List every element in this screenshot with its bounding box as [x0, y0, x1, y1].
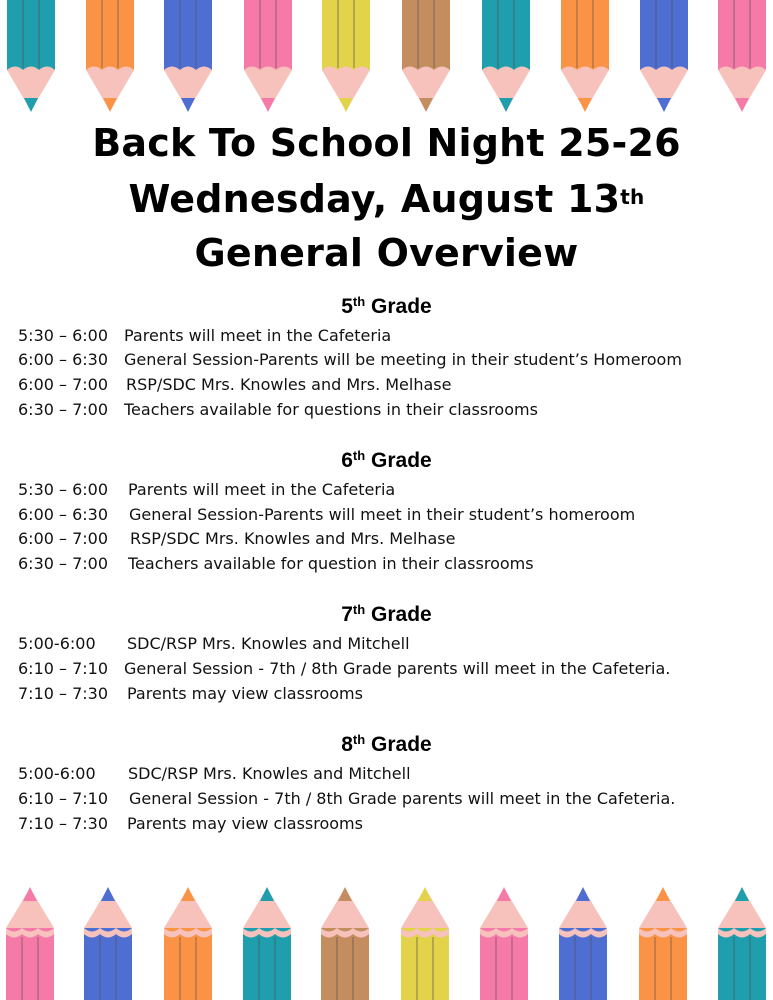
- pencil-icon: [84, 887, 132, 1000]
- schedule-row: [18, 348, 773, 372]
- schedule-description: RSP/SDC Mrs. Knowles and Mrs. Melhase: [126, 375, 452, 394]
- grade-heading-6: [0, 450, 773, 471]
- schedule-description: General Session - 7th / 8th Grade parents will meet in the Cafeteria.: [124, 659, 671, 678]
- schedule-row: [18, 324, 773, 348]
- pencil-icon: [718, 887, 766, 1000]
- pencil-icon: [640, 0, 688, 112]
- schedule-row: [18, 527, 773, 551]
- grade-number: 6: [341, 449, 353, 472]
- event-date-text: Wednesday, August 13: [128, 177, 621, 221]
- schedule-row: [18, 503, 773, 527]
- grade-ordinal: th: [352, 602, 366, 617]
- schedule-description: General Session-Parents will be meeting in their student’s Homeroom: [124, 350, 682, 369]
- schedule-time: 6:00 – 7:00: [18, 375, 109, 394]
- pencil-icon: [718, 0, 766, 112]
- pencil-icon: [321, 887, 369, 1000]
- grade-number: 8: [341, 733, 353, 756]
- schedule-time: 6:00 – 7:00: [18, 529, 109, 548]
- grade-number: 7: [341, 603, 353, 626]
- pencil-icon: [559, 887, 607, 1000]
- schedule-row: [18, 812, 773, 836]
- schedule-row: [18, 552, 773, 576]
- schedule-row: [18, 762, 773, 786]
- schedule-row: [18, 398, 773, 422]
- schedule-description: Teachers available for questions in their classrooms: [124, 400, 538, 419]
- schedule-description: General Session-Parents will meet in their student’s homeroom: [129, 505, 636, 524]
- schedule-time: 5:00-6:00: [18, 634, 96, 653]
- schedule-time: 6:00 – 6:30: [18, 505, 109, 524]
- pencil-icon: [6, 887, 54, 1000]
- schedule-time: 6:30 – 7:00: [18, 554, 109, 573]
- schedule-time: 6:00 – 6:30: [18, 350, 109, 369]
- pencil-icon: [86, 0, 134, 112]
- schedule-time: 7:10 – 7:30: [18, 684, 109, 703]
- grade-ordinal: th: [352, 294, 366, 309]
- grade-word: Grade: [371, 733, 432, 756]
- schedule-row: [18, 632, 773, 656]
- pencil-border-top: [0, 0, 773, 118]
- page-subtitle: General Overview: [194, 231, 579, 275]
- schedule-row: [18, 682, 773, 706]
- schedule-time: 6:10 – 7:10: [18, 789, 109, 808]
- pencil-icon: [243, 887, 291, 1000]
- schedule-time: 5:00-6:00: [18, 764, 96, 783]
- page-title: Back To School Night 25-26: [92, 121, 681, 165]
- pencil-icon: [402, 0, 450, 112]
- grade-number: 5: [341, 295, 353, 318]
- schedule-description: SDC/RSP Mrs. Knowles and Mitchell: [127, 634, 410, 653]
- schedule-time: 7:10 – 7:30: [18, 814, 109, 833]
- schedule-row: [18, 373, 773, 397]
- schedule-time: 5:30 – 6:00: [18, 326, 109, 345]
- schedule-row: [18, 657, 773, 681]
- pencil-icon: [401, 887, 449, 1000]
- schedule-description: SDC/RSP Mrs. Knowles and Mitchell: [128, 764, 411, 783]
- schedule-time: 6:10 – 7:10: [18, 659, 109, 678]
- pencil-border-bottom: [0, 882, 773, 1000]
- schedule-description: RSP/SDC Mrs. Knowles and Mrs. Melhase: [130, 529, 456, 548]
- grade-ordinal: th: [352, 448, 366, 463]
- schedule-description: Parents will meet in the Cafeteria: [124, 326, 392, 345]
- schedule-time: 6:30 – 7:00: [18, 400, 109, 419]
- pencil-icon: [164, 0, 212, 112]
- pencil-icon: [322, 0, 370, 112]
- schedule-description: General Session - 7th / 8th Grade parents will meet in the Cafeteria.: [129, 789, 676, 808]
- grade-ordinal: th: [352, 732, 366, 747]
- pencil-icon: [482, 0, 530, 112]
- pencil-icon: [639, 887, 687, 1000]
- schedule-row: [18, 478, 773, 502]
- event-date-ordinal: th: [620, 185, 645, 209]
- pencil-icon: [7, 0, 55, 112]
- grade-word: Grade: [371, 295, 432, 318]
- schedule-row: [18, 787, 773, 811]
- pencil-icon: [561, 0, 609, 112]
- pencil-icon: [244, 0, 292, 112]
- schedule-description: Parents will meet in the Cafeteria: [128, 480, 396, 499]
- schedule-time: 5:30 – 6:00: [18, 480, 109, 499]
- schedule-description: Parents may view classrooms: [127, 684, 363, 703]
- grade-heading-8: [0, 734, 773, 755]
- pencil-icon: [164, 887, 212, 1000]
- grade-heading-7: [0, 604, 773, 625]
- grade-word: Grade: [371, 603, 432, 626]
- grade-word: Grade: [371, 449, 432, 472]
- pencil-icon: [480, 887, 528, 1000]
- grade-heading-5: [0, 296, 773, 317]
- schedule-description: Teachers available for question in their classrooms: [128, 554, 534, 573]
- event-date: [0, 177, 773, 221]
- schedule-description: Parents may view classrooms: [127, 814, 363, 833]
